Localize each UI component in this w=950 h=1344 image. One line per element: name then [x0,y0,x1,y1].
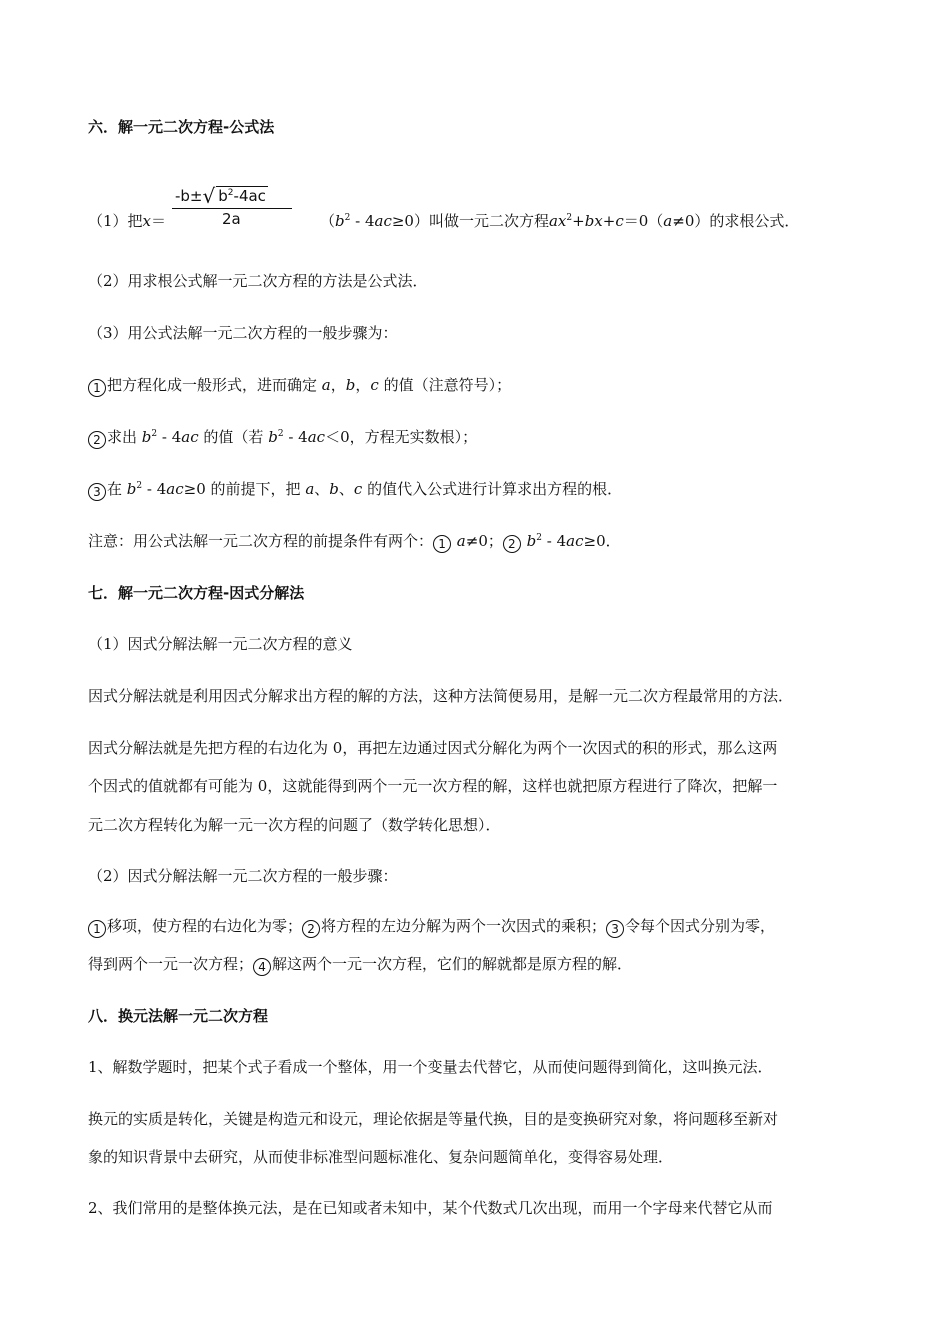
s6-p1-left: （1）把x＝ [88,212,167,230]
circled-number: 1 [88,379,106,397]
fraction-bar [172,208,292,209]
s6-step-3: 3 在 $b^2 - 4ac\ge 0$ 的前提下，把 a、b、c 的值代入公式进行计算求出方程的根． [88,479,622,501]
s7-p3-line-1: 因式分解法就是先把方程的右边化为 0，再把左边通过因式分解化为两个一次因式的积的形式，那么这两 [88,739,778,757]
circled-number: 1 [433,535,451,553]
s6-step-1: 1 把方程化成一般形式，进而确定 a，b，c 的值（注意符号）； [88,375,511,397]
circled-number: 2 [503,535,521,553]
section-6-heading: 六．解一元二次方程-公式法 [88,118,275,136]
s7-p3-line-2: 个因式的值就都有可能为 0，这就能得到两个一元一次方程的解，这样也就把原方程进行了降次，把解一 [88,777,778,795]
sqrt-symbol: √ [202,184,216,208]
circled-number: 4 [253,958,271,976]
s6-step-2: 2 求出 $b^2 - 4ac$ 的值（若 $b^2 - 4ac<0$，方程无实数根）； [88,427,477,449]
s7-p4: （2）因式分解法解一元二次方程的一般步骤： [88,867,398,885]
s7-p3-line-3: 元二次方程转化为解一元一次方程的问题了（数学转化思想）． [88,816,501,834]
formula-denominator: 2a [222,210,241,228]
circled-number: 3 [88,483,106,501]
section-8-heading: 八．换元法解一元二次方程 [88,1007,269,1025]
section-7-heading: 七．解一元二次方程-因式分解法 [88,584,305,602]
quadratic-formula [172,176,292,232]
s8-p3: 2、我们常用的是整体换元法，是在已知或者未知中，某个代数式几次出现，而用一个字母来代替它从而 [88,1199,773,1217]
s6-p1-right: $(b^2 - 4ac\ge 0)$叫做一元二次方程$ax^2+bx+c=0(a\ne 0)$的求根公式． [320,212,800,230]
formula-numerator: -b±√ $b^2-4ac$ [175,184,266,208]
s7-steps-line-2: 得到两个一元一次方程； 4 解这两个一元一次方程，它们的解就都是原方程的解． [88,955,633,974]
circled-number: 2 [88,431,106,449]
circled-number: 1 [88,920,106,938]
s7-steps-line-1: 1 移项，使方程的右边化为零； 2 将方程的左边分解为两个一次因式的乘积； 3 令每个因式分别为零， [88,916,775,938]
circled-number: 2 [302,920,320,938]
s8-p2-line-1: 换元的实质是转化，关键是构造元和设元，理论依据是等量代换，目的是变换研究对象，将问题移至新对 [88,1110,779,1128]
s7-p1: （1）因式分解法解一元二次方程的意义 [88,635,353,653]
formula-radicand: $b^2-4ac$ [218,187,266,205]
s7-p2: 因式分解法就是利用因式分解求出方程的解的方法，这种方法简便易用，是解一元二次方程最常用的方法． [88,687,794,705]
s6-p3: （3）用公式法解一元二次方程的一般步骤为： [88,324,398,342]
s6-p2: （2）用求根公式解一元二次方程的方法是公式法． [88,272,428,290]
circled-number: 3 [606,920,624,938]
s6-note: 注意：用公式法解一元二次方程的前提条件有两个： 1 a≠0； 2 $b^2 - 4ac\ge 0$． [88,532,621,551]
s8-p2-line-2: 象的知识背景中去研究，从而使非标准型问题标准化、复杂问题简单化，变得容易处理． [88,1148,674,1166]
s8-p1: 1、解数学题时，把某个式子看成一个整体，用一个变量去代替它，从而使问题得到简化，这叫换元法． [88,1058,773,1076]
